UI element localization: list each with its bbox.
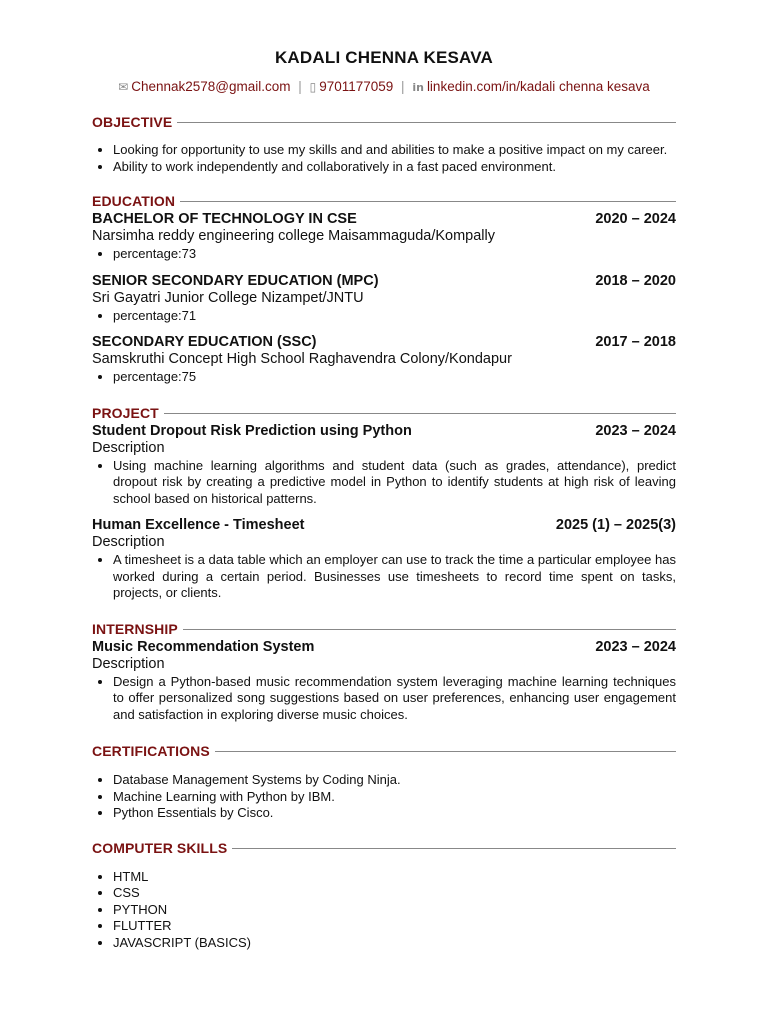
section-title: PROJECT — [92, 404, 159, 421]
section-rule — [232, 848, 676, 849]
project-title: Student Dropout Risk Prediction using Python — [92, 422, 412, 439]
list-item: • FLUTTER — [113, 918, 676, 935]
degree-title: SENIOR SECONDARY EDUCATION (MPC) — [92, 272, 379, 289]
list-item: • Machine Learning with Python by IBM. — [113, 789, 676, 806]
list-item: • Design a Python-based music recommendation system leveraging machine learning techniques to offer personalized song suggestions based on user preferences, enhancing user engagement and satisfaction in exploring diverse music choices. — [113, 674, 676, 724]
school-name: Narsimha reddy engineering college Maisammaguda/Kompally — [92, 228, 495, 244]
project-entry — [92, 517, 676, 602]
email-link[interactable]: Chennak2578@gmail.com — [131, 79, 291, 94]
list-item: • PYTHON — [113, 902, 676, 919]
objective-list — [92, 142, 676, 175]
internship-entry — [92, 639, 676, 724]
section-rule — [183, 629, 676, 630]
list-item: • percentage:73 — [113, 246, 676, 263]
section-header-skills — [92, 840, 676, 856]
internship-title: Music Recommendation System — [92, 638, 315, 655]
date-range: 2018 – 2020 — [595, 272, 676, 289]
list-item: • CSS — [113, 885, 676, 902]
phone-link[interactable]: 9701177059 — [319, 79, 394, 94]
section-header-objective — [92, 114, 676, 130]
section-rule — [180, 201, 676, 202]
degree-title: SECONDARY EDUCATION (SSC) — [92, 334, 317, 350]
list-item: • A timesheet is a data table which an employer can use to track the time a particular employee has worked during a certain period. Businesses use timesheets to record time spent on tasks, projects, or clients. — [113, 552, 676, 602]
certifications-list — [92, 772, 676, 822]
list-item: • Python Essentials by Cisco. — [113, 805, 676, 822]
list-item: • Ability to work independently and collaboratively in a fast paced environment. — [113, 159, 676, 176]
envelope-icon: ✉ — [118, 80, 129, 94]
school-name: Samskruthi Concept High School Raghavendra Colony/Kondapur — [92, 351, 512, 367]
date-range: 2023 – 2024 — [595, 422, 676, 439]
description-label: Description — [92, 439, 165, 456]
section-title: INTERNSHIP — [92, 620, 178, 637]
section-header-education — [92, 193, 676, 209]
project-list — [92, 423, 676, 602]
section-title: OBJECTIVE — [92, 114, 173, 130]
section-header-project — [92, 405, 676, 421]
list-item: • HTML — [113, 869, 676, 886]
linkedin-icon: in — [412, 81, 424, 94]
list-item: • percentage:75 — [113, 369, 676, 386]
date-range: 2017 – 2018 — [595, 334, 676, 350]
education-list — [92, 211, 676, 386]
school-name: Sri Gayatri Junior College Nizampet/JNTU — [92, 289, 364, 306]
description-label: Description — [92, 655, 165, 672]
list-item: • percentage:71 — [113, 308, 676, 325]
description-label: Description — [92, 534, 165, 550]
degree-title: BACHELOR OF TECHNOLOGY IN CSE — [92, 211, 357, 227]
section-header-certifications — [92, 743, 676, 759]
section-rule — [164, 413, 676, 414]
mobile-phone-icon: ▯ — [309, 80, 317, 94]
contact-separator: | — [401, 79, 405, 94]
project-title: Human Excellence - Timesheet — [92, 517, 305, 533]
date-range: 2025 (1) – 2025(3) — [555, 517, 676, 533]
section-rule — [215, 751, 676, 752]
list-item: • Looking for opportunity to use my skills and and abilities to make a positive impact on my career. — [113, 142, 676, 159]
education-entry — [92, 334, 676, 386]
list-item: • JAVASCRIPT (BASICS) — [113, 935, 676, 952]
contact-separator: | — [298, 79, 302, 94]
project-entry — [92, 423, 676, 508]
education-entry — [92, 211, 676, 263]
skills-list — [92, 869, 676, 952]
section-title: CERTIFICATIONS — [92, 743, 210, 759]
date-range: 2020 – 2024 — [595, 211, 676, 227]
section-title: EDUCATION — [92, 193, 176, 209]
resume-name: KADALI CHENNA KESAVA — [274, 48, 494, 67]
section-rule — [177, 122, 676, 123]
section-title: COMPUTER SKILLS — [92, 839, 228, 856]
date-range: 2023 – 2024 — [595, 638, 676, 655]
list-item: • Database Management Systems by Coding Ninja. — [113, 772, 676, 789]
linkedin-link[interactable]: linkedin.com/in/kadali chenna kesava — [426, 79, 650, 94]
internship-list — [92, 639, 676, 724]
education-entry — [92, 273, 676, 325]
contact-line — [92, 79, 676, 94]
section-header-internship — [92, 621, 676, 637]
list-item: • Using machine learning algorithms and student data (such as grades, attendance), predict dropout risk by creating a predictive model in Python to identify students at high risk of leaving school based on historical patterns. — [113, 458, 676, 508]
